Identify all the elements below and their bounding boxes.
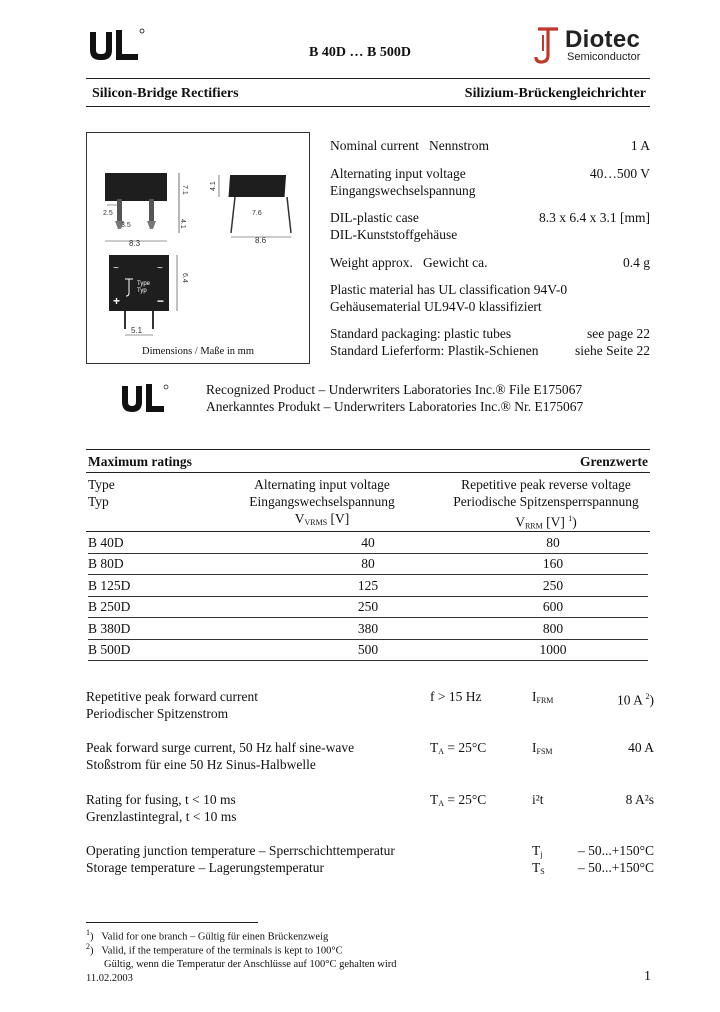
svg-text:Type: Type [137, 281, 151, 287]
ratings-title-en: Maximum ratings [88, 454, 192, 469]
col-vrms-header: Alternating input voltage Eingangswechselspannung $V_{VRMS}$ [V] [249, 477, 395, 527]
ratings-table [88, 532, 648, 661]
svg-text:~: ~ [113, 263, 119, 274]
page-number: 1 [644, 969, 651, 984]
title-english: Silicon-Bridge Rectifiers [92, 86, 239, 101]
ratings-title-de: Grenzwerte [580, 454, 648, 469]
dim-8-6: 8.6 [255, 236, 267, 245]
dim-4-1: 4.1 [179, 219, 186, 229]
col-vrrm-header: Repetitive peak reverse voltage Periodische Spitzensperrspannung $V_{RRM}$ [V] $^1$) [453, 477, 639, 531]
package-drawing [86, 132, 310, 364]
dim-7-6: 7.6 [252, 210, 262, 217]
ul-logo-header [86, 26, 146, 67]
table-row: B 250D 250 600 [88, 596, 648, 618]
spec-case: DIL-plastic case DIL-Kunststoffgehäuse 8.3 x 6.4 x 3.1 [mm] [330, 210, 650, 242]
svg-text:Typ: Typ [137, 288, 147, 294]
title-german: Silizium-Brückengleichrichter [464, 86, 646, 101]
table-row: B 125D 125 250 [88, 575, 648, 597]
diotec-logo-icon [532, 25, 564, 70]
ul-text: Recognized Product – Underwriters Laboratories Inc.® File E175067 Anerkanntes Produkt – Underwriters Laboratories Inc.® Nr. E175067 [206, 382, 584, 414]
spec-packaging: Standard packaging: plastic tubes Standard Lieferform: Plastik-Schienen see page 22 siehe Seite 22 [330, 326, 650, 358]
spec-nominal-current: Nominal current Nennstrom 1 A [330, 138, 650, 153]
dim-3-5: 3.5 [121, 222, 131, 229]
footnote-1: $^1$) Valid for one branch – Gültig für einen Brückenzweig [86, 928, 329, 943]
spec-weight: Weight approx. Gewicht ca. 0.4 g [330, 255, 650, 270]
svg-text:+: + [113, 294, 121, 308]
param-temperature: Operating junction temperature – Sperrschichttemperatur Storage temperature – Lagerungstemperatur $T_j$ $T_S$ – 50...+150°C – 50...+150°C [86, 843, 654, 876]
dim-2-5: 2.5 [103, 210, 113, 217]
svg-text:−: − [157, 294, 165, 308]
drawing-caption: Dimensions / Maße in mm [142, 346, 254, 357]
param-i2t: Rating for fusing, t < 10 ms Grenzlastintegral, t < 10 ms $T_A = 25^\circ C$ i²t 8 A²s [86, 792, 654, 824]
dim-7-1: 4.1 [210, 181, 217, 191]
brand-name: Diotec [565, 26, 641, 53]
dim-8-3: 8.3 [129, 239, 141, 248]
footer-date: 11.02.2003 [86, 973, 133, 984]
spec-input-voltage: Alternating input voltage Eingangswechselspannung 40…500 V [330, 166, 650, 198]
footnote-2: $^2$) Valid, if the temperature of the terminals is kept to 100°C Gültig, wenn die Temperatur der Anschlüsse auf 100°C gehalten wird [86, 942, 397, 970]
dim-6-4: 6.4 [181, 273, 188, 283]
table-row: B 80D 80 160 [88, 553, 648, 575]
spec-plastic-material: Plastic material has UL classification 94V-0 Gehäusematerial UL94V-0 klassifiziert [330, 282, 568, 314]
param-frm: Repetitive peak forward current Periodischer Spitzenstrom f > 15 Hz $I_{FRM}$ 10 A $^2$) [86, 689, 654, 721]
col-type-header: Type Typ [88, 477, 115, 509]
product-range: B 40D … B 500D [309, 45, 411, 60]
brand-subtitle: Semiconductor [567, 51, 641, 63]
svg-text:~: ~ [157, 263, 163, 274]
ul-recognized-icon [120, 382, 170, 419]
dim-5-1: 5.1 [131, 326, 143, 335]
dim-3-1: 7.1 [181, 185, 188, 195]
table-row: B 380D 380 800 [88, 618, 648, 640]
table-row: B 500D 500 1000 [88, 639, 648, 661]
param-fsm: Peak forward surge current, 50 Hz half sine-wave Stoßstrom für eine 50 Hz Sinus-Halbwelle $T_A = 25^\circ C$ $I_{FSM}$ 40 A [86, 740, 654, 772]
table-row: B 40D 40 80 [88, 532, 648, 553]
